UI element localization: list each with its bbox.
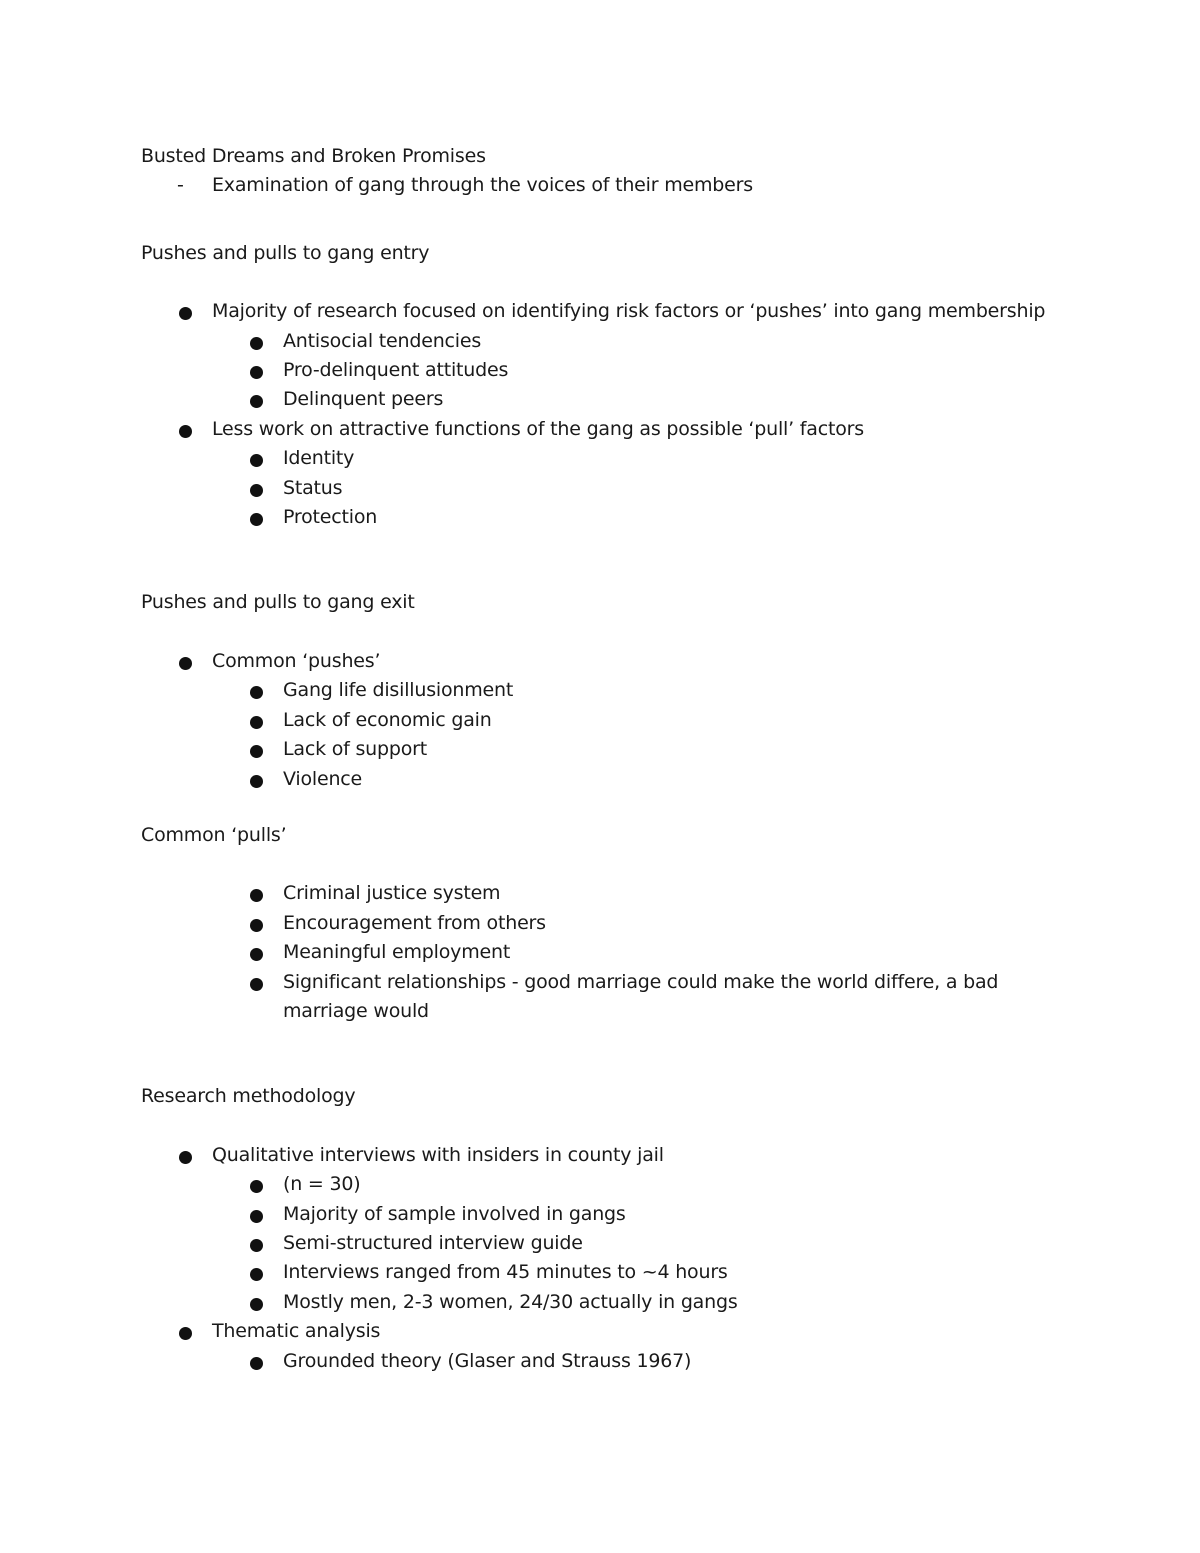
bullet-icon bbox=[250, 395, 263, 408]
bullet-icon bbox=[250, 889, 263, 902]
bullet-icon bbox=[250, 948, 263, 961]
list-item: (n = 30) bbox=[141, 1170, 1061, 1199]
bullet-icon bbox=[250, 1180, 263, 1193]
bullet-icon bbox=[250, 1357, 263, 1370]
list-item: Meaningful employment bbox=[141, 938, 1061, 967]
section-heading: Pushes and pulls to gang entry bbox=[141, 241, 430, 264]
section-heading: Research methodology bbox=[141, 1085, 356, 1108]
bullet-icon bbox=[250, 1268, 263, 1281]
list-item: Protection bbox=[141, 503, 1061, 532]
dash-list bbox=[141, 171, 1061, 200]
list-item: Interviews ranged from 45 minutes to ~4 hours bbox=[141, 1258, 1061, 1287]
list-item: Criminal justice system bbox=[141, 879, 1061, 908]
list-item: Gang life disillusionment bbox=[141, 676, 1061, 705]
list-item: Significant relationships - good marriage could make the world differe, a bad marriage would bbox=[141, 968, 1061, 1027]
bullet-icon bbox=[250, 686, 263, 699]
list-item: Violence bbox=[141, 765, 1061, 794]
list-item: Majority of sample involved in gangs bbox=[141, 1200, 1061, 1229]
list-item: Delinquent peers bbox=[141, 385, 1061, 414]
bullet-icon bbox=[250, 454, 263, 467]
list-item: Status bbox=[141, 474, 1061, 503]
bullet-icon bbox=[250, 1239, 263, 1252]
list-item: Lack of economic gain bbox=[141, 706, 1061, 735]
section-heading: Busted Dreams and Broken Promises bbox=[141, 145, 486, 167]
bullet-icon bbox=[179, 307, 192, 320]
bullet-icon bbox=[250, 745, 263, 758]
bullet-icon bbox=[179, 1327, 192, 1340]
bullet-list bbox=[141, 297, 1061, 532]
bullet-icon bbox=[250, 337, 263, 350]
document-page bbox=[141, 142, 1061, 1376]
list-item: Qualitative interviews with insiders in county jail (n = 30) Majority of sample involved in gangs Semi-structured interview guide Interviews ranged from 45 minutes to ~4 hours Mostly men, 2-3 women, 24/30 actually in gangs bbox=[141, 1141, 1061, 1317]
list-item: Pro-delinquent attitudes bbox=[141, 356, 1061, 385]
list-item: Semi-structured interview guide bbox=[141, 1229, 1061, 1258]
bullet-icon bbox=[250, 484, 263, 497]
list-item: Common ‘pushes’ Gang life disillusionment Lack of economic gain Lack of support Violence bbox=[141, 647, 1061, 794]
list-item: Less work on attractive functions of the gang as possible ‘pull’ factors Identity Status Protection bbox=[141, 415, 1061, 533]
bullet-list bbox=[141, 1141, 1061, 1376]
bullet-icon bbox=[250, 775, 263, 788]
bullet-icon bbox=[250, 366, 263, 379]
bullet-icon bbox=[250, 919, 263, 932]
list-item: Lack of support bbox=[141, 735, 1061, 764]
bullet-icon bbox=[250, 1298, 263, 1311]
sub-bullet-list bbox=[141, 676, 1061, 794]
list-item: Antisocial tendencies bbox=[141, 327, 1061, 356]
bullet-icon bbox=[250, 513, 263, 526]
list-item: Identity bbox=[141, 444, 1061, 473]
bullet-icon bbox=[179, 425, 192, 438]
dash-marker: - bbox=[177, 174, 184, 197]
bullet-icon bbox=[250, 716, 263, 729]
sub-bullet-list bbox=[141, 1347, 1061, 1376]
bullet-icon bbox=[179, 657, 192, 670]
list-item: Thematic analysis Grounded theory (Glaser and Strauss 1967) bbox=[141, 1317, 1061, 1376]
bullet-icon bbox=[179, 1151, 192, 1164]
list-item: Majority of research focused on identifying risk factors or ‘pushes’ into gang membership Antisocial tendencies Pro-delinquent attitudes Delinquent peers bbox=[141, 297, 1061, 415]
sub-bullet-list bbox=[141, 1170, 1061, 1317]
list-item: Grounded theory (Glaser and Strauss 1967) bbox=[141, 1347, 1061, 1376]
list-item: Mostly men, 2-3 women, 24/30 actually in gangs bbox=[141, 1288, 1061, 1317]
section-heading: Pushes and pulls to gang exit bbox=[141, 591, 415, 614]
section-heading: Common ‘pulls’ bbox=[141, 823, 287, 846]
list-item: - Examination of gang through the voices of their members bbox=[141, 171, 1061, 200]
list-item: Encouragement from others bbox=[141, 909, 1061, 938]
bullet-list bbox=[141, 647, 1061, 794]
bullet-icon bbox=[250, 978, 263, 991]
bullet-icon bbox=[250, 1210, 263, 1223]
sub-bullet-list bbox=[141, 444, 1061, 532]
sub-bullet-list bbox=[141, 327, 1061, 415]
sub-bullet-list bbox=[141, 879, 1061, 1026]
